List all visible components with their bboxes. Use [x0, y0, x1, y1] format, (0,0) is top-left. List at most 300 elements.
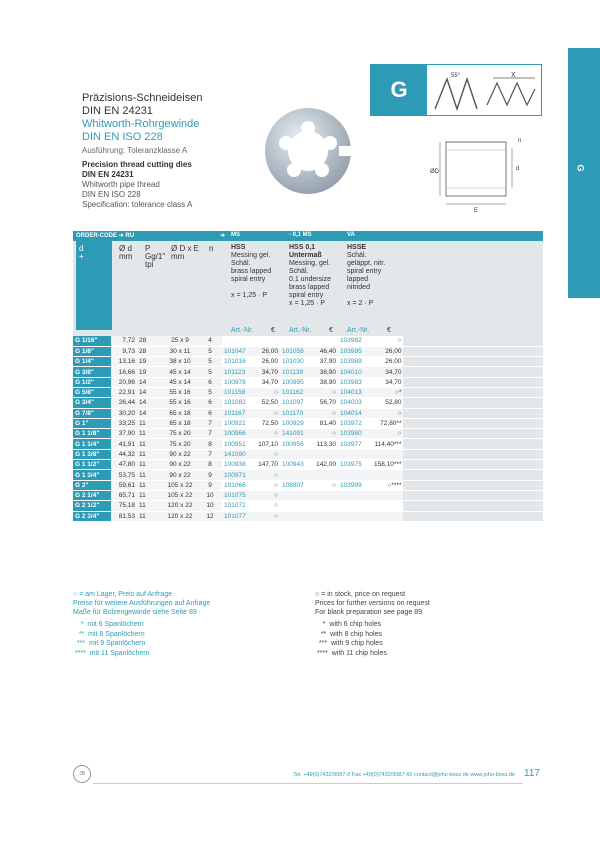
diameter: 7,72: [111, 336, 137, 346]
pitch: 11: [137, 449, 162, 459]
price-va: 72,80**: [372, 418, 403, 428]
order-code-bar: [73, 231, 543, 241]
pitch: 11: [137, 511, 162, 521]
price-ms01: [314, 490, 338, 500]
header-pitch: P Gg/1" tpi: [145, 244, 166, 269]
price-ms01: [314, 501, 338, 511]
art-no-ms: 101075: [222, 490, 256, 500]
pitch: 19: [137, 357, 162, 367]
header-odxe: Ø D x E mm: [171, 244, 200, 261]
price-va: ○: [372, 408, 403, 418]
art-no-ms: 141090: [222, 449, 256, 459]
header-eur-va: €: [387, 327, 391, 334]
diameter: 37,90: [111, 429, 137, 439]
art-no-va: 103982: [338, 336, 372, 346]
thread-profile-icon: [431, 69, 539, 113]
price-va: ○****: [372, 480, 403, 490]
pitch: 14: [137, 398, 162, 408]
title-line: Specification: tolerance class A: [82, 200, 193, 209]
footnote: ** with 8 chip holes: [315, 630, 382, 638]
price-ms01: ○: [314, 429, 338, 439]
title-line: Whitworth pipe thread: [82, 180, 160, 189]
price-va: [372, 511, 403, 521]
die-dimensions: 65 x 18: [162, 418, 198, 428]
price-va: [372, 501, 403, 511]
price-ms: 26,00: [256, 346, 280, 356]
art-no-va: 104014: [338, 408, 372, 418]
title-line: DIN EN ISO 228: [82, 131, 163, 143]
price-ms: ○: [256, 480, 280, 490]
art-no-ms: 101072: [222, 501, 256, 511]
chip-holes: 6: [198, 408, 222, 418]
footer-divider: [93, 783, 523, 784]
price-ms: 34,70: [256, 367, 280, 377]
variant-va: VA: [347, 232, 355, 238]
pitch: 11: [137, 429, 162, 439]
pitch: 11: [137, 460, 162, 470]
svg-text:d: d: [516, 166, 520, 172]
section-tab[interactable]: [568, 48, 600, 298]
table-row: [73, 429, 543, 439]
title-line: Ausführung: Toleranzklasse A: [82, 146, 188, 155]
table-row: [73, 367, 543, 377]
price-ms: ○: [256, 511, 280, 521]
pitch: 11: [137, 439, 162, 449]
art-no-va: 104010: [338, 367, 372, 377]
price-va: 52,80: [372, 398, 403, 408]
art-no-ms01: 100943: [280, 460, 314, 470]
price-ms01: 113,30: [314, 439, 338, 449]
art-no-va: 103975: [338, 460, 372, 470]
pitch: 14: [137, 408, 162, 418]
thread-type-box: [370, 64, 542, 116]
die-dimensions: 105 x 22: [162, 490, 198, 500]
art-no-ms: 101016: [222, 357, 256, 367]
art-no-ms01: [280, 449, 314, 459]
art-no-ms: 101077: [222, 511, 256, 521]
legend-line: For blank preparation see page 89: [315, 609, 423, 616]
diameter: 13,16: [111, 357, 137, 367]
header-eur-ms: €: [271, 327, 275, 334]
footnotes-german: [73, 620, 150, 658]
section-tab-label: G: [575, 164, 586, 172]
art-no-va: 104003: [338, 398, 372, 408]
header-ms01-desc: HSS 0,1 Untermaß Messing, gel. Schäl. 0.1 undersize brass lapped spiral entry x = 1,25 · P: [289, 244, 332, 307]
footnote: * mit 6 Spanlöchern: [73, 621, 144, 628]
chip-holes: 9: [198, 480, 222, 490]
svg-text:n: n: [518, 138, 522, 144]
art-no-va: 104013: [338, 387, 372, 397]
art-no-ms: 100938: [222, 460, 256, 470]
empty-cell: [403, 439, 543, 449]
art-no-ms01: 101097: [280, 398, 314, 408]
price-ms: ○: [256, 470, 280, 480]
die-dimensions: 75 x 20: [162, 429, 198, 439]
diameter: 16,66: [111, 367, 137, 377]
art-no-ms01: [280, 501, 314, 511]
table-row: [73, 439, 543, 449]
price-va: 114,40***: [372, 439, 403, 449]
die-product-image: [265, 108, 351, 194]
art-no-va: [338, 449, 372, 459]
svg-text:E: E: [474, 208, 479, 214]
art-no-ms01: [280, 336, 314, 346]
pitch: 28: [137, 346, 162, 356]
footnote: **** with 11 chip holes: [315, 649, 387, 657]
art-no-ms: 101082: [222, 398, 256, 408]
diameter: 47,80: [111, 460, 137, 470]
art-no-ms01: 100956: [280, 439, 314, 449]
header-ms-desc: HSS Messing gel. Schäl. brass lapped spiral entry x = 1,25 · P: [231, 244, 272, 299]
table-row: [73, 346, 543, 356]
art-no-va: 103983: [338, 377, 372, 387]
art-no-ms: 101167: [222, 408, 256, 418]
art-no-va: [338, 501, 372, 511]
thread-size: G 5/8": [73, 387, 111, 397]
price-ms: ○: [256, 501, 280, 511]
art-no-ms01: 101058: [280, 346, 314, 356]
die-dimensions: 120 x 22: [162, 511, 198, 521]
price-ms: 107,10: [256, 439, 280, 449]
die-dimensions: 90 x 22: [162, 449, 198, 459]
price-va: ○: [372, 336, 403, 346]
price-va: [372, 449, 403, 459]
diameter: 59,61: [111, 480, 137, 490]
title-line: Precision thread cutting dies: [82, 160, 192, 169]
die-dimensions: 25 x 9: [162, 336, 198, 346]
art-no-ms: 100978: [222, 377, 256, 387]
die-dimensions: 55 x 16: [162, 387, 198, 397]
art-no-va: 103995: [338, 346, 372, 356]
svg-text:X: X: [511, 72, 516, 79]
table-row: [73, 387, 543, 397]
thread-size: G 7/8": [73, 408, 111, 418]
footnote: **** mit 11 Spanlöchern: [73, 649, 150, 657]
die-image-icon: [265, 108, 351, 194]
price-ms01: ○: [314, 387, 338, 397]
art-no-ms: 101158: [222, 387, 256, 397]
title-english: [82, 160, 192, 210]
price-ms01: 46,40: [314, 346, 338, 356]
die-dimensions: 105 x 22: [162, 480, 198, 490]
art-no-va: 103977: [338, 439, 372, 449]
thread-size: G 1/4": [73, 357, 111, 367]
empty-cell: [403, 336, 543, 346]
empty-cell: [403, 346, 543, 356]
empty-cell: [403, 429, 543, 439]
legend-english: [315, 590, 430, 617]
price-ms: 147,70: [256, 460, 280, 470]
price-va: ○: [372, 429, 403, 439]
price-ms01: 56,70: [314, 398, 338, 408]
empty-cell: [403, 398, 543, 408]
price-ms: ○: [256, 387, 280, 397]
variant-ms01: - 0,1 MS: [289, 232, 312, 238]
table-row: [73, 490, 543, 500]
header-n: n: [209, 244, 214, 253]
table-row: [73, 408, 543, 418]
footnote: ** mit 8 Spanlöchern: [73, 630, 145, 638]
price-va: 34,70: [372, 377, 403, 387]
price-ms01: [314, 449, 338, 459]
price-table: [73, 336, 543, 522]
price-ms: 72,50: [256, 418, 280, 428]
empty-cell: [403, 511, 543, 521]
art-no-ms01: 100929: [280, 418, 314, 428]
price-ms01: [314, 470, 338, 480]
header-eur-ms01: €: [329, 327, 333, 334]
table-row: [73, 449, 543, 459]
empty-cell: [403, 480, 543, 490]
price-ms01: 37,90: [314, 357, 338, 367]
pitch: 11: [137, 501, 162, 511]
table-row: [73, 377, 543, 387]
price-ms01: ○: [314, 480, 338, 490]
title-line: DIN EN 24231: [82, 170, 134, 179]
diameter: 65,71: [111, 490, 137, 500]
die-dimension-drawing: [412, 128, 542, 216]
art-no-va: [338, 470, 372, 480]
die-dimensions: 65 x 18: [162, 408, 198, 418]
pitch: 28: [137, 336, 162, 346]
pitch: 14: [137, 387, 162, 397]
art-no-ms01: 101139: [280, 367, 314, 377]
empty-cell: [403, 490, 543, 500]
footnote: *** with 9 chip holes: [315, 640, 383, 647]
art-no-ms: 100951: [222, 439, 256, 449]
title-line: DIN EN 24231: [82, 105, 153, 117]
chip-holes: 5: [198, 367, 222, 377]
price-va: 26,00: [372, 357, 403, 367]
diameter: 20,96: [111, 377, 137, 387]
diameter: 22,91: [111, 387, 137, 397]
price-ms: ○: [256, 449, 280, 459]
table-row: [73, 357, 543, 367]
title-german: [82, 92, 202, 157]
art-no-ms: 101066: [222, 480, 256, 490]
page-footer: [73, 763, 543, 785]
die-dimensions: 45 x 14: [162, 367, 198, 377]
art-no-va: 103989: [338, 357, 372, 367]
price-va: [372, 470, 403, 480]
thread-size: G 1/8": [73, 346, 111, 356]
price-ms01: [314, 336, 338, 346]
legend-line: Prices for further versions on request: [315, 600, 430, 607]
footer-contact[interactable]: Tel. +49(0)7432/9087-0 Fax +49(0)7432/9087-60 contact@joho-boss.de www.joho-boss.de: [293, 772, 515, 778]
thread-size: G 3/8": [73, 367, 111, 377]
art-no-ms01: [280, 511, 314, 521]
chip-holes: 7: [198, 418, 222, 428]
diameter: 53,75: [111, 470, 137, 480]
footnotes-english: [315, 620, 387, 658]
table-row: [73, 480, 543, 490]
title-line: Präzisions-Schneideisen: [82, 92, 203, 104]
art-no-ms01: 101030: [280, 357, 314, 367]
price-va: 158,10***: [374, 461, 402, 469]
title-line: DIN EN ISO 228: [82, 190, 141, 199]
empty-cell: [403, 418, 543, 428]
die-dimensions: 30 x 11: [162, 346, 198, 356]
price-va: 34,70: [372, 367, 403, 377]
die-dimensions: 55 x 16: [162, 398, 198, 408]
table-row: [73, 418, 543, 428]
diameter: 33,25: [111, 418, 137, 428]
legend-line: ○ = am Lager, Preis auf Anfrage: [73, 591, 172, 598]
header-art-ms01: Art.-Nr.: [289, 327, 312, 334]
diameter: 75,18: [111, 501, 137, 511]
art-no-ms01: [280, 470, 314, 480]
art-no-va: [338, 490, 372, 500]
header-art-va: Art.-Nr.: [347, 327, 370, 334]
header-d: d +: [76, 241, 112, 330]
thread-letter: G: [371, 65, 427, 115]
chip-holes: 8: [198, 460, 222, 470]
art-no-ms01: 141091: [280, 429, 314, 439]
chip-holes: 7: [198, 429, 222, 439]
art-no-ms01: 101162: [280, 387, 314, 397]
empty-cell: [403, 377, 543, 387]
empty-cell: [403, 408, 543, 418]
price-ms: ○: [256, 429, 280, 439]
header-od: Ø d mm: [119, 244, 133, 261]
art-no-ms: 100966: [222, 429, 256, 439]
price-ms: ○: [256, 408, 280, 418]
pitch: 11: [137, 470, 162, 480]
thread-size: G 1 1/8": [73, 429, 111, 439]
die-dimensions: 90 x 22: [162, 460, 198, 470]
pitch: 14: [137, 377, 162, 387]
chip-holes: 6: [198, 377, 222, 387]
art-no-va: [338, 511, 372, 521]
chip-holes: 10: [198, 501, 222, 511]
diameter: 44,32: [111, 449, 137, 459]
price-va: 26,00: [372, 346, 403, 356]
price-ms01: 38,90: [314, 377, 338, 387]
table-header: [73, 241, 543, 336]
empty-cell: [403, 357, 543, 367]
chip-holes: 10: [198, 490, 222, 500]
die-dimensions: 120 x 22: [162, 501, 198, 511]
chip-holes: 8: [198, 439, 222, 449]
thread-size: G 1/16": [73, 336, 111, 346]
art-no-va: 103972: [338, 418, 372, 428]
pitch: 11: [137, 480, 162, 490]
pitch: 11: [137, 418, 162, 428]
empty-cell: [403, 460, 543, 470]
order-code-label: ORDER-CODE ➜ RU: [76, 233, 135, 239]
title-line: Whitworth-Rohrgewinde: [82, 118, 200, 130]
order-arrow: ➜: [220, 233, 226, 239]
chip-holes: 9: [198, 470, 222, 480]
price-ms01: ○: [314, 408, 338, 418]
die-dimensions: 75 x 20: [162, 439, 198, 449]
price-ms: [256, 336, 280, 346]
chip-holes: 4: [198, 336, 222, 346]
empty-cell: [403, 470, 543, 480]
thread-size: G 3/4": [73, 398, 111, 408]
footnote: * with 6 chip holes: [315, 621, 382, 628]
thread-size: G 1 3/8": [73, 449, 111, 459]
price-ms01: 81,40: [314, 418, 338, 428]
art-no-ms: 101047: [222, 346, 256, 356]
empty-cell: [403, 449, 543, 459]
thread-size: G 1 1/2": [73, 460, 111, 470]
empty-cell: [403, 387, 543, 397]
diameter: 9,73: [111, 346, 137, 356]
art-no-ms: 100921: [222, 418, 256, 428]
die-dimensions: 90 x 22: [162, 470, 198, 480]
price-ms: ○: [256, 490, 280, 500]
art-no-va: 103980: [338, 429, 372, 439]
thread-size: G 1": [73, 418, 111, 428]
die-dimensions: 45 x 14: [162, 377, 198, 387]
price-ms: 34,70: [256, 377, 280, 387]
thread-size: G 1/2": [73, 377, 111, 387]
svg-text:ØD: ØD: [430, 169, 439, 175]
empty-cell: [403, 367, 543, 377]
thread-size: G 2 1/4": [73, 490, 111, 500]
art-no-ms: [222, 336, 256, 346]
thread-size: G 1 3/4": [73, 470, 111, 480]
angle-label: 55°: [451, 73, 461, 79]
art-no-ms01: [280, 490, 314, 500]
table-row: [73, 460, 543, 470]
table-row: [73, 336, 543, 346]
thread-size: G 1 1/4": [73, 439, 111, 449]
chip-holes: 7: [198, 449, 222, 459]
table-row: [73, 470, 543, 480]
pitch: 11: [137, 490, 162, 500]
price-ms: 52,50: [256, 398, 280, 408]
table-row: [73, 511, 543, 521]
price-ms: 26,00: [256, 357, 280, 367]
diameter: 30,20: [111, 408, 137, 418]
price-va: ○*: [372, 387, 403, 397]
chip-holes: 12: [198, 511, 222, 521]
price-va: [372, 490, 403, 500]
art-no-ms: 100971: [222, 470, 256, 480]
chip-holes: 5: [198, 346, 222, 356]
company-logo-icon: JB: [73, 765, 91, 783]
variant-ms: MS: [231, 232, 240, 238]
legend-line: Maße für Bolzengewinde siehe Seite 89: [73, 609, 197, 616]
diameter: 81,53: [111, 511, 137, 521]
chip-holes: 5: [198, 357, 222, 367]
page-number: 117: [524, 768, 540, 779]
empty-cell: [403, 501, 543, 511]
thread-size: G 2": [73, 480, 111, 490]
chip-holes: 5: [198, 387, 222, 397]
table-row: [73, 501, 543, 511]
price-ms01: 38,90: [314, 367, 338, 377]
footnote: *** mit 9 Spanlöchern: [73, 640, 146, 647]
art-no-ms01: 100995: [280, 377, 314, 387]
table-row: [73, 398, 543, 408]
diameter: 26,44: [111, 398, 137, 408]
art-no-ms: 101123: [222, 367, 256, 377]
thread-size: G 2 1/2": [73, 501, 111, 511]
pitch: 19: [137, 367, 162, 377]
legend-line: ○ = in stock, price on request: [315, 591, 406, 598]
header-art-ms: Art.-Nr.: [231, 327, 254, 334]
legend-german: [73, 590, 210, 617]
art-no-ms01: 108807: [280, 480, 314, 490]
chip-holes: 6: [198, 398, 222, 408]
die-dimensions: 38 x 10: [162, 357, 198, 367]
diameter: 41,91: [111, 439, 137, 449]
art-no-va: 103999: [338, 480, 372, 490]
art-no-ms01: 101170: [280, 408, 314, 418]
